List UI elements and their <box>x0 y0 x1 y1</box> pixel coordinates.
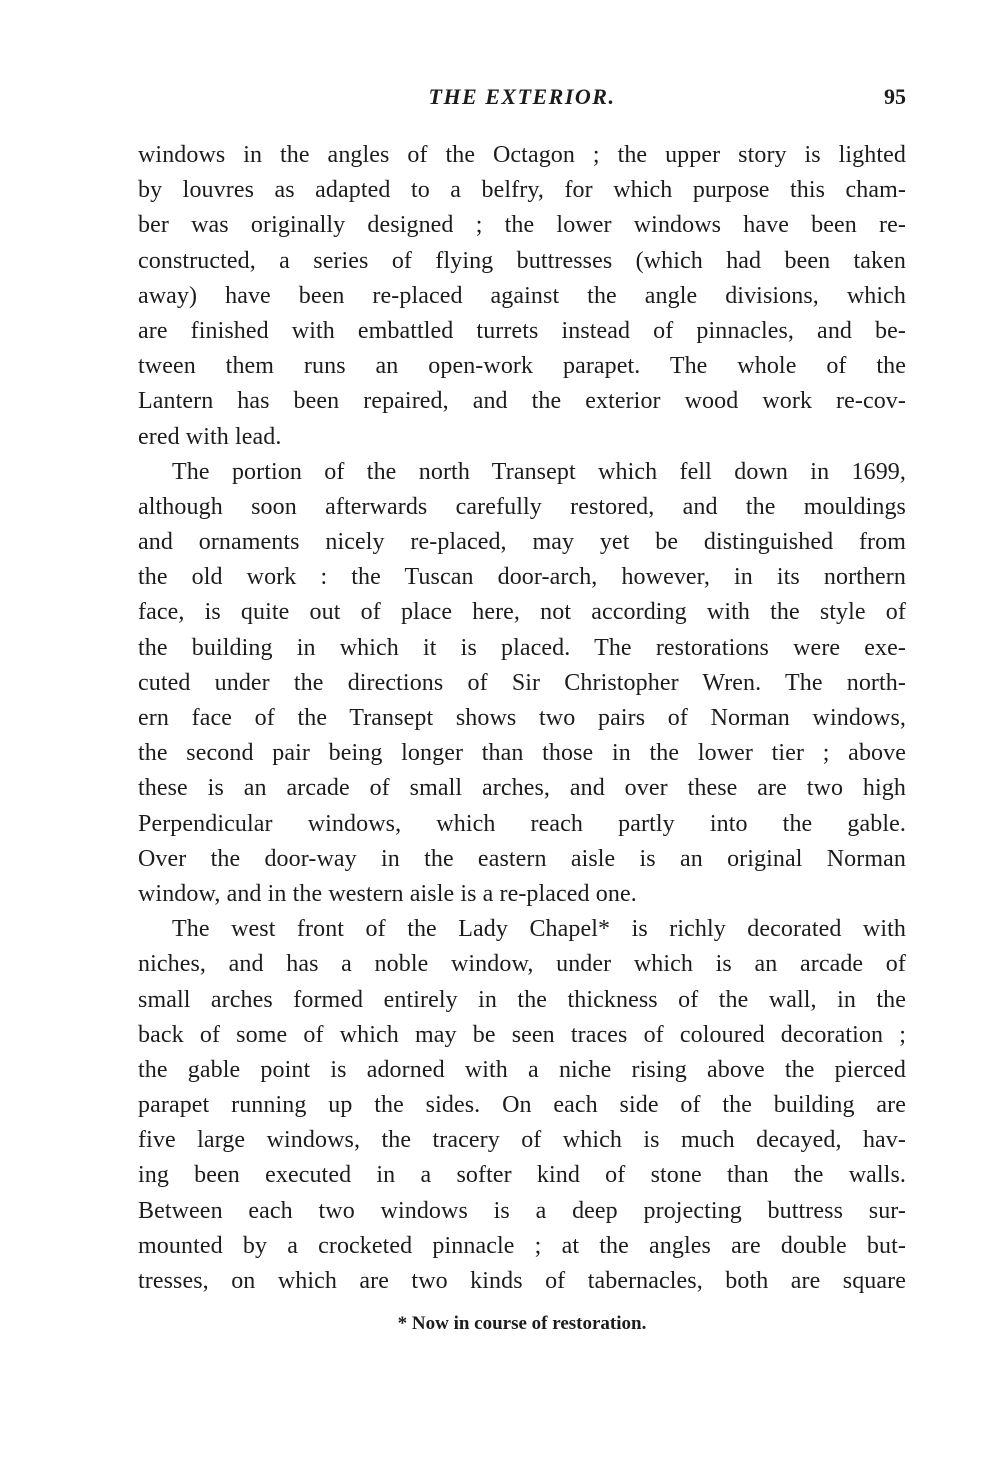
text-line: the building in which it is placed. The restorations were exe- <box>138 634 906 661</box>
text-line: these is an arcade of small arches, and over these are two high <box>138 775 906 802</box>
text-line: niches, and has a noble window, under which is an arcade of <box>138 951 906 978</box>
text-line: and ornaments nicely re-placed, may yet be distinguished from <box>138 529 906 556</box>
text-line: the second pair being longer than those in the lower tier ; above <box>138 740 906 767</box>
text-line: cuted under the directions of Sir Christopher Wren. The north- <box>138 669 906 696</box>
running-head <box>138 84 906 114</box>
text-line: although soon afterwards carefully restored, and the mouldings <box>138 493 906 520</box>
text-line: by louvres as adapted to a belfry, for which purpose this cham- <box>138 177 906 204</box>
paragraph-lady-chapel <box>138 912 906 1299</box>
page-number: 95 <box>884 84 906 109</box>
text-line: ern face of the Transept shows two pairs of Norman windows, <box>138 705 906 731</box>
text-line: tresses, on which are two kinds of tabernacles, both are square <box>138 1268 906 1294</box>
text-line: Between each two windows is a deep projecting buttress sur- <box>138 1197 906 1224</box>
text-line: ber was originally designed ; the lower windows have been re- <box>138 212 906 239</box>
text-line: window, and in the western aisle is a re-placed one. <box>138 880 637 907</box>
paragraph-octagon <box>138 138 906 455</box>
text-line: Over the door-way in the eastern aisle is an original Norman <box>138 845 906 872</box>
text-line: windows in the angles of the Octagon ; the upper story is lighted <box>138 142 906 168</box>
text-line: face, is quite out of place here, not according with the style of <box>138 599 906 626</box>
text-line: The west front of the Lady Chapel* is richly decorated with <box>172 916 906 943</box>
text-line: the old work : the Tuscan door-arch, however, in its northern <box>138 564 906 591</box>
text-line: small arches formed entirely in the thickness of the wall, in the <box>138 986 906 1013</box>
text-line: Perpendicular windows, which reach partly into the gable. <box>138 810 906 837</box>
running-title: THE EXTERIOR. <box>428 84 616 109</box>
text-line: constructed, a series of flying buttresses (which had been taken <box>138 247 906 274</box>
text-line: away) have been re-placed against the angle divisions, which <box>138 282 906 309</box>
text-line: Lantern has been repaired, and the exterior wood work re-cov- <box>138 388 906 415</box>
text-line: mounted by a crocketed pinnacle ; at the angles are double but- <box>138 1232 906 1259</box>
text-line: tween them runs an open-work parapet. The whole of the <box>138 353 906 380</box>
paragraph-north-transept <box>138 455 906 912</box>
text-line: ered with lead. <box>138 423 282 450</box>
text-line: The portion of the north Transept which fell down in 1699, <box>172 458 906 485</box>
text-line: ing been executed in a softer kind of stone than the walls. <box>138 1162 906 1189</box>
text-line: the gable point is adorned with a niche rising above the pierced <box>138 1056 906 1083</box>
text-line: five large windows, the tracery of which is much decayed, hav- <box>138 1127 906 1154</box>
text-line: parapet running up the sides. On each side of the building are <box>138 1092 906 1119</box>
footnote: * Now in course of restoration. <box>397 1313 647 1334</box>
text-line: are finished with embattled turrets instead of pinnacles, and be- <box>138 317 906 344</box>
text-line: back of some of which may be seen traces of coloured decoration ; <box>138 1021 906 1048</box>
body-text <box>138 138 906 1299</box>
